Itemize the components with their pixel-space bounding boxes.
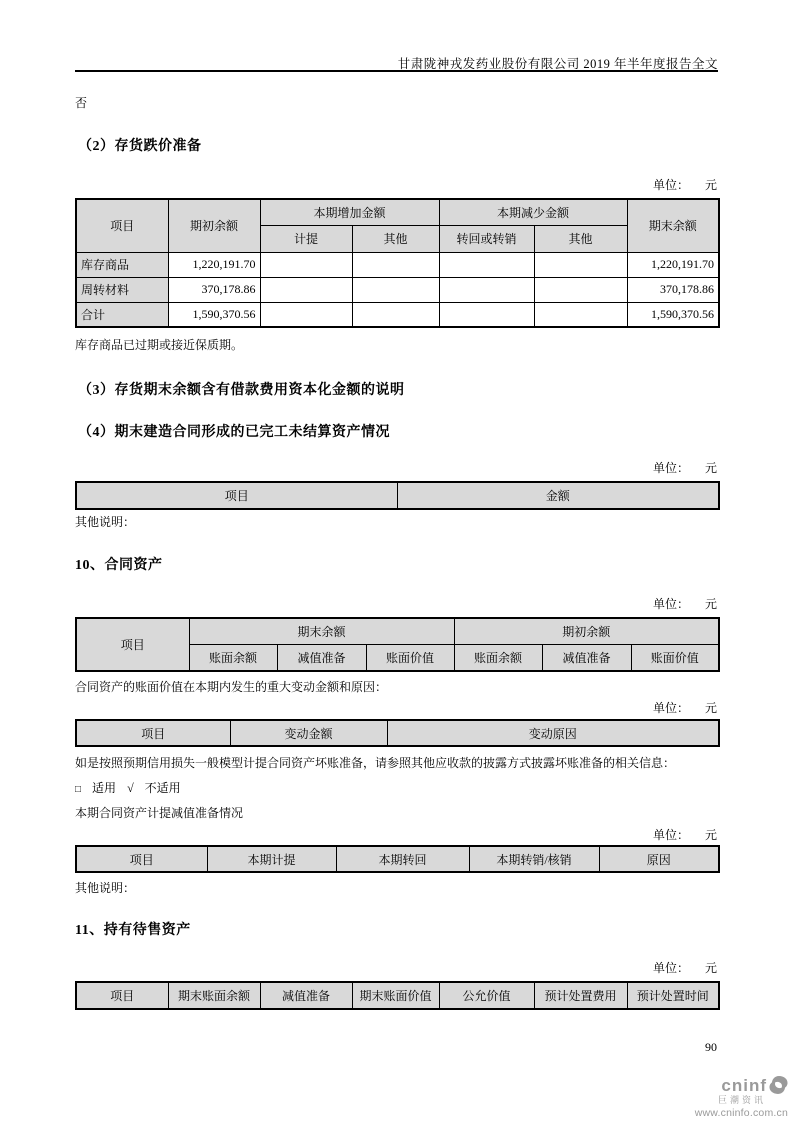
cell-other-2 <box>534 252 627 277</box>
row-label-total: 合计 <box>76 302 168 327</box>
cell-other-1 <box>352 252 439 277</box>
header-rule <box>75 70 718 72</box>
cell-reversal <box>439 302 534 327</box>
sub-header-other-1: 其他 <box>352 225 439 252</box>
col-header-ending-balance: 期末余额 <box>627 199 719 252</box>
col-header-beginning-balance: 期初余额 <box>168 199 260 252</box>
row-label: 周转材料 <box>76 277 168 302</box>
inventory-expiry-note: 库存商品已过期或接近保质期。 <box>75 338 244 352</box>
checkmark-icon: √ <box>127 781 134 795</box>
col-header-ending-book-value: 期末账面价值 <box>352 982 439 1009</box>
page-number: 90 <box>705 1040 717 1054</box>
not-applicable-label: 不适用 <box>144 781 181 795</box>
cninfo-logo <box>658 1076 788 1119</box>
cell-ending: 370,178.86 <box>627 277 719 302</box>
other-note-label-1: 其他说明： <box>75 515 136 529</box>
checkbox-unchecked-icon: □ <box>75 784 82 795</box>
sub-header-book-balance: 账面余额 <box>189 644 277 671</box>
unit-label: 单位： <box>652 828 689 842</box>
col-header-item: 项目 <box>76 846 207 872</box>
section-4-heading: （4）期末建造合同形成的已完工未结算资产情况 <box>78 425 390 440</box>
unit-value: 元 <box>704 961 717 975</box>
unit-value: 元 <box>704 461 717 475</box>
table-row <box>76 277 719 302</box>
unit-line-6 <box>653 959 717 976</box>
applicable-label: 适用 <box>92 781 117 795</box>
other-note-label-2: 其他说明： <box>75 881 136 895</box>
col-header-ending-book-balance: 期末账面余额 <box>168 982 260 1009</box>
cell-other-1 <box>352 277 439 302</box>
contract-assets-table <box>75 617 720 672</box>
contract-change-note: 合同资产的账面价值在本期内发生的重大变动金额和原因： <box>75 680 388 694</box>
col-header-reversal: 本期转回 <box>336 846 469 872</box>
document-header-title: 甘肃陇神戎发药业股份有限公司 2019 年半年度报告全文 <box>397 57 718 71</box>
contract-changes-table <box>75 719 720 747</box>
col-header-writeoff: 本期转销/核销 <box>469 846 599 872</box>
col-header-item: 项目 <box>76 618 189 671</box>
sub-header-book-balance: 账面余额 <box>454 644 542 671</box>
unit-value: 元 <box>704 178 717 192</box>
col-header-amount: 金额 <box>397 482 719 509</box>
cninfo-logo-url: www.cninfo.com.cn <box>694 1107 788 1119</box>
table-row <box>76 252 719 277</box>
cell-beginning: 370,178.86 <box>168 277 260 302</box>
cell-other-2 <box>534 302 627 327</box>
sub-header-book-value: 账面价值 <box>366 644 454 671</box>
cell-other-1 <box>352 302 439 327</box>
unit-line-1 <box>653 176 717 193</box>
col-header-item: 项目 <box>76 199 168 252</box>
group-header-decrease: 本期减少金额 <box>439 199 627 225</box>
cninfo-swirl-icon <box>769 1076 788 1094</box>
sub-header-reversal: 转回或转销 <box>439 225 534 252</box>
impairment-note: 本期合同资产计提减值准备情况 <box>75 806 244 820</box>
unit-label: 单位： <box>652 178 689 192</box>
group-header-increase: 本期增加金额 <box>260 199 439 225</box>
sub-header-impairment: 减值准备 <box>542 644 631 671</box>
table-row-total <box>76 302 719 327</box>
col-header-impairment: 减值准备 <box>260 982 352 1009</box>
col-header-reason: 原因 <box>599 846 719 872</box>
unit-line-3 <box>653 595 717 612</box>
group-header-beginning: 期初余额 <box>454 618 719 644</box>
cell-ending: 1,220,191.70 <box>627 252 719 277</box>
section-3-heading: （3）存货期末余额含有借款费用资本化金额的说明 <box>78 383 405 398</box>
col-header-fair-value: 公允价值 <box>439 982 534 1009</box>
section-10-heading: 10、合同资产 <box>75 558 163 573</box>
cell-beginning: 1,220,191.70 <box>168 252 260 277</box>
unit-label: 单位： <box>652 701 689 715</box>
col-header-change-amount: 变动金额 <box>230 720 387 746</box>
sub-header-other-2: 其他 <box>534 225 627 252</box>
unit-label: 单位： <box>652 461 689 475</box>
inventory-depreciation-table <box>75 198 720 328</box>
unit-line-5 <box>653 826 717 843</box>
col-header-disposal-cost: 预计处置费用 <box>534 982 627 1009</box>
col-header-disposal-time: 预计处置时间 <box>627 982 719 1009</box>
unit-value: 元 <box>704 597 717 611</box>
unit-line-2 <box>653 459 717 476</box>
completed-unsettled-table <box>75 481 720 510</box>
section-2-heading: （2）存货跌价准备 <box>78 139 202 154</box>
expected-loss-note: 如是按照预期信用损失一般模型计提合同资产坏账准备，请参照其他应收款的披露方式披露坏账准备的相关信息： <box>75 756 676 770</box>
col-header-item: 项目 <box>76 482 397 509</box>
cell-reversal <box>439 252 534 277</box>
cell-beginning: 1,590,370.56 <box>168 302 260 327</box>
row-label: 库存商品 <box>76 252 168 277</box>
cell-provision <box>260 302 352 327</box>
cninfo-logo-text: cninf <box>721 1075 767 1095</box>
cell-reversal <box>439 277 534 302</box>
sub-header-impairment: 减值准备 <box>277 644 366 671</box>
col-header-item: 项目 <box>76 720 230 746</box>
cell-provision <box>260 252 352 277</box>
answer-no-text: 否 <box>75 96 88 110</box>
unit-value: 元 <box>704 701 717 715</box>
contract-impairment-table <box>75 845 720 873</box>
unit-label: 单位： <box>652 597 689 611</box>
group-header-ending: 期末余额 <box>189 618 454 644</box>
unit-label: 单位： <box>652 961 689 975</box>
section-11-heading: 11、持有待售资产 <box>75 923 191 938</box>
unit-line-4 <box>653 699 717 716</box>
col-header-change-reason: 变动原因 <box>387 720 719 746</box>
col-header-provision: 本期计提 <box>207 846 336 872</box>
sub-header-book-value: 账面价值 <box>631 644 719 671</box>
cell-provision <box>260 277 352 302</box>
applicable-line <box>75 780 189 798</box>
sub-header-provision: 计提 <box>260 225 352 252</box>
held-for-sale-table <box>75 981 720 1010</box>
unit-value: 元 <box>704 828 717 842</box>
col-header-item: 项目 <box>76 982 168 1009</box>
cell-ending: 1,590,370.56 <box>627 302 719 327</box>
cninfo-logo-chinese: 巨潮资讯 <box>717 1095 766 1105</box>
cell-other-2 <box>534 277 627 302</box>
